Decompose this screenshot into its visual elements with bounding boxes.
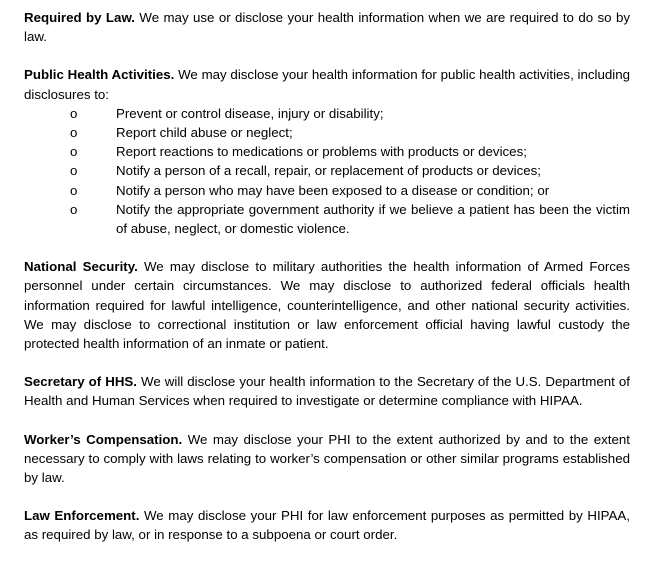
list-item — [24, 161, 630, 180]
bullet-marker: o — [70, 201, 78, 217]
section-body: We will disclose your health information to the Secretary of the U.S. Department of Health and Human Services when required to investigate or determine compliance with HIPAA. — [24, 374, 630, 409]
section-heading: Worker’s Compensation. — [24, 431, 183, 447]
section-heading: Secretary of HHS. — [24, 374, 138, 390]
list-item — [24, 104, 630, 123]
section-heading: Public Health Activities. — [24, 67, 175, 83]
section-heading: Required by Law. — [24, 10, 135, 25]
bullet-list — [24, 104, 630, 238]
list-item-text: Report reactions to medications or problems with products or devices; — [116, 144, 527, 160]
list-item-text: Notify a person who may have been exposed to a disease or condition; or — [116, 182, 550, 198]
section-public-health-activities — [24, 65, 630, 238]
section-heading: Law Enforcement. — [24, 508, 140, 524]
list-item-text: Notify the appropriate government authority if we believe a patient has been the victim of abuse, neglect, or domestic violence. — [116, 201, 630, 237]
bullet-marker: o — [70, 125, 78, 141]
list-item — [24, 181, 630, 200]
list-item — [24, 142, 630, 161]
section-national-security — [24, 257, 630, 353]
list-item-text: Notify a person of a recall, repair, or replacement of products or devices; — [116, 163, 541, 179]
section-required-by-law — [24, 8, 630, 46]
section-heading: National Security. — [24, 259, 138, 275]
bullet-marker: o — [70, 182, 78, 198]
list-item-text: Report child abuse or neglect; — [116, 125, 293, 141]
bullet-marker: o — [70, 163, 78, 179]
bullet-marker: o — [70, 144, 78, 160]
section-body: We may disclose your PHI to the extent authorized by and to the extent necessary to comply with laws relating to worker’s compensation or other similar programs established by law. — [24, 431, 630, 486]
list-item-text: Prevent or control disease, injury or disability; — [116, 105, 384, 121]
list-item — [24, 123, 630, 142]
section-workers-compensation — [24, 430, 630, 488]
section-body: We may disclose your health information for public health activities, including disclosures to: — [24, 67, 630, 102]
section-body: We may disclose to military authorities the health information of Armed Forces personnel under certain circumstances. We may disclose to authorized federal officials health information required for lawful intelligence, counterintelligence, and other national security activities. We may disclose to correctional institution or law enforcement official having lawful custody the protected health information of an inmate or patient. — [24, 259, 630, 352]
section-secretary-of-hhs — [24, 372, 630, 410]
section-body: We may disclose your PHI for law enforcement purposes as permitted by HIPAA, as required by law, or in response to a subpoena or court order. — [24, 508, 630, 543]
section-body: We may use or disclose your health information when we are required to do so by law. — [24, 10, 630, 45]
bullet-marker: o — [70, 105, 78, 121]
section-law-enforcement — [24, 506, 630, 544]
list-item — [24, 200, 630, 238]
